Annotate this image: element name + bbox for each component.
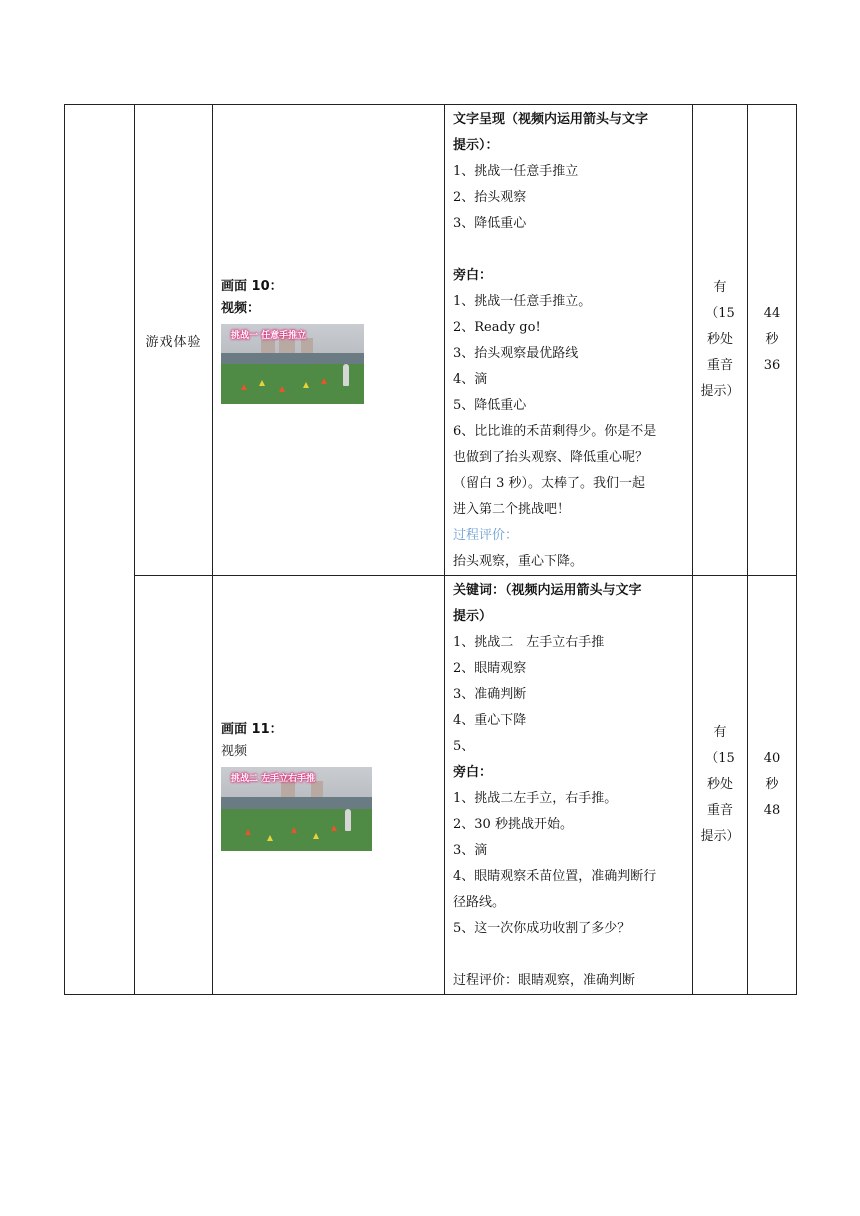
content-line: 2、Ready go! xyxy=(453,320,541,335)
table-row xyxy=(65,105,797,576)
content-cell xyxy=(445,576,693,995)
content-line: 关键词：（视频内运用箭头与文字 xyxy=(453,583,642,598)
section-cell: 游戏体验 xyxy=(135,105,213,576)
content-line: 5、降低重心 xyxy=(453,398,527,413)
content-line: 6、比比谁的禾苗剩得少。你是不是 xyxy=(453,424,657,439)
section-cell xyxy=(135,576,213,995)
content-line: 2、眼睛观察 xyxy=(453,661,527,676)
content-line: 4、滴 xyxy=(453,372,488,387)
content-line: 4、重心下降 xyxy=(453,713,527,728)
video-thumbnail xyxy=(221,767,372,851)
scene-cell xyxy=(213,576,445,995)
scene-title: 画面 10： xyxy=(221,279,283,294)
storyboard-table xyxy=(64,104,797,995)
content-line: 5、这一次你成功收割了多少？ xyxy=(453,921,631,936)
content-line: 1、挑战一任意手推立 xyxy=(453,164,579,179)
content-line: 文字呈现（视频内运用箭头与文字 xyxy=(453,112,649,127)
content-line: 3、准确判断 xyxy=(453,687,527,702)
content-line: 5、 xyxy=(453,739,475,754)
content-cell xyxy=(445,105,693,576)
duration-cell: 40 秒 48 xyxy=(748,576,797,995)
duration-cell: 44 秒 36 xyxy=(748,105,797,576)
content-line: 旁白： xyxy=(453,765,493,780)
content-line: 4、眼睛观察禾苗位置，准确判断行 xyxy=(453,869,657,884)
content-line: 径路线。 xyxy=(453,895,506,910)
content-line: （留白 3 秒）。太棒了。我们一起 xyxy=(453,476,646,491)
thumbnail-banner: 挑战二 左手立右手推 xyxy=(231,774,316,784)
thumbnail-banner: 挑战一 任意手推立 xyxy=(231,331,307,341)
content-line: 2、抬头观察 xyxy=(453,190,527,205)
content-line: 旁白： xyxy=(453,268,493,283)
content-line: 过程评价：眼睛观察，准确判断 xyxy=(453,973,636,988)
content-line: 提示）： xyxy=(453,138,499,153)
content-line: 2、30 秒挑战开始。 xyxy=(453,817,573,832)
content-line xyxy=(453,942,684,968)
content-line: 抬头观察，重心下降。 xyxy=(453,554,584,569)
sound-cell: 有 （15 秒处 重音 提示） xyxy=(693,105,748,576)
video-thumbnail xyxy=(221,324,364,404)
scene-subtitle: 视频 xyxy=(221,744,248,759)
sound-cell: 有 （15 秒处 重音 提示） xyxy=(693,576,748,995)
content-line xyxy=(453,237,684,263)
table-row xyxy=(65,576,797,995)
content-line: 进入第二个挑战吧！ xyxy=(453,502,571,517)
evaluation-label: 过程评价： xyxy=(453,528,519,543)
content-line: 1、挑战二 左手立右手推 xyxy=(453,635,605,650)
content-line: 提示） xyxy=(453,609,493,624)
content-line: 1、挑战一任意手推立。 xyxy=(453,294,592,309)
scene-cell xyxy=(213,105,445,576)
content-line: 1、挑战二左手立，右手推。 xyxy=(453,791,618,806)
scene-subtitle: 视频： xyxy=(221,301,261,316)
blank-cell xyxy=(65,105,135,995)
content-line: 3、降低重心 xyxy=(453,216,527,231)
content-line: 也做到了抬头观察、降低重心呢？ xyxy=(453,450,649,465)
scene-title: 画面 11： xyxy=(221,722,283,737)
content-line: 3、抬头观察最优路线 xyxy=(453,346,579,361)
content-line: 3、滴 xyxy=(453,843,488,858)
